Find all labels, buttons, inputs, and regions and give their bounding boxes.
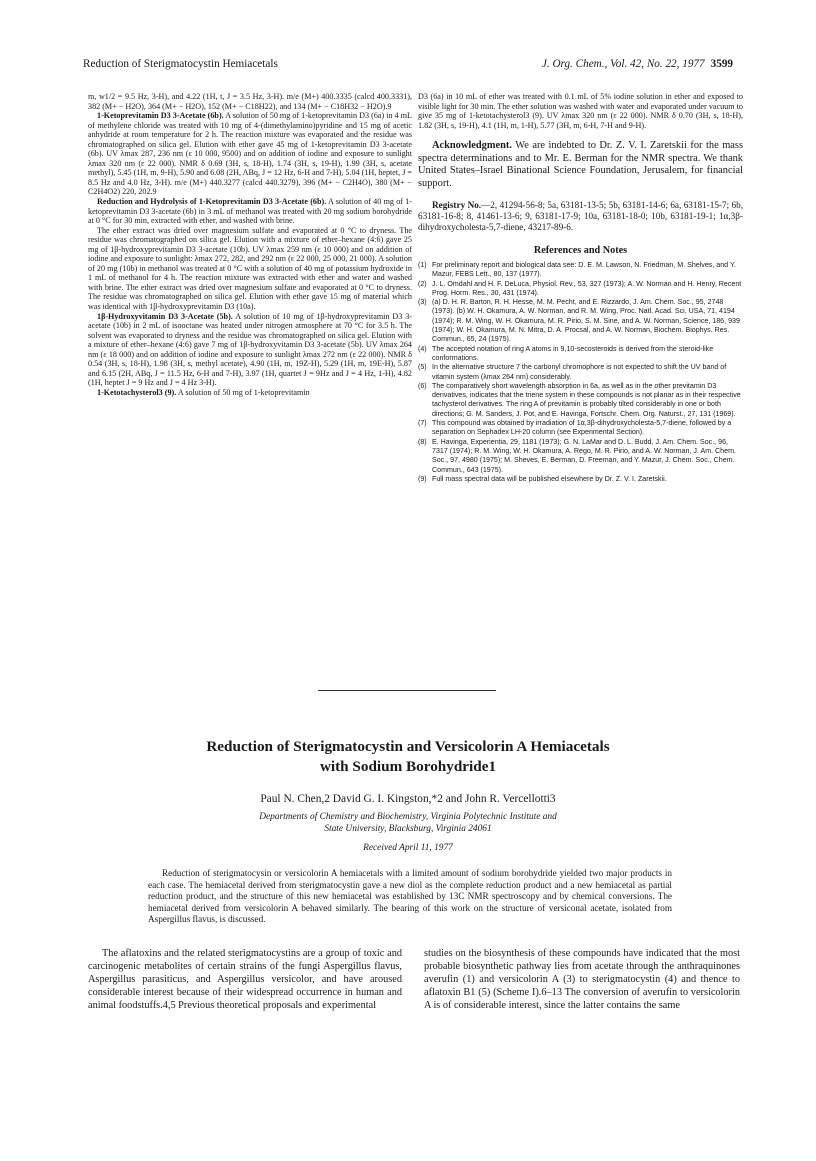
- reference-text: In the alternative structure 7 the carbonyl chromophore is not expected to shift the UV band of vitamin system (λmax 264 nm) considerably.: [432, 363, 727, 381]
- reference-item: [418, 261, 743, 280]
- reference-item: [418, 280, 743, 299]
- paragraph-5b-text: A solution of 10 mg of 1β-hydroxyprevitamin D3 3-acetate (10b) in 2 mL of isooctane was heated under nitrogen atmosphere at 70 °C for 3.5 h. The solvent was evaporated to dryness and the residue was chromatographed on silica gel. Elution with a mixture of ether–hexane (4:6) gave 7 mg of 1β-hydroxyvitamin D3 3-acetate (5b). UV λmax 264 nm (ε 18 000) and on addition of iodine and exposure to sunlight λmax 272 nm (ε 22 000). NMR δ 0.54 (3H, s, 18-H), 1.98 (3H, s, methyl acetate), 4.90 (1H, m, 19Z-H), 5.29 (1H, m, 19E-H), 5.87 and 6.15 (2H, ABq, J = 11.5 Hz, 6-H and 7-H), 3.97 (1H, quartet J = 9Hz and J = 4 Hz, 1-H), 4.82 (1H, heptet J = 9 Hz and J = 4 Hz 3-H).: [88, 311, 412, 388]
- paragraph-reduction-text: A solution of 40 mg of 1-ketoprevitamin D3 3-acetate (6b) in 3 mL of methanol was treated with 20 mg sodium borohydride at 0 °C for 30 min, extracted with ether, and washed with brine.: [88, 197, 413, 226]
- body-text-left: The aflatoxins and the related sterigmatocystins are a group of toxic and carcinogenic metabolites of certain strains of the fungi Aspergillus flavus, Aspergillus parasiticus, and Aspergillus versicolor, and have aroused considerable interest because of their widespread occurrence in human and animal foodstuffs.4,5 Previous theoretical proposals and experimental: [88, 948, 402, 1011]
- paragraph-tachysterol-text: A solution of 50 mg of 1-ketoprevitamin: [176, 387, 310, 397]
- reference-item: [418, 363, 743, 382]
- reference-text: (a) D. H. R. Barton, R. H. Hesse, M. M. Pecht, and E. Rizzardo, J. Am. Chem. Soc., 95, 2748 (1973). (b) W. H. Okamura, A. W. Norman, and R. M. Wing, Proc. Natl. Acad. Sci. USA, 71, 4194 (1974); R. M. Wing, W. H. Okamura, M. R. Pirio, S. M. Sine, and A. W. Norman, Science, 186, 939 (1974); W. H. Okamura, M. N. Mitra, D. A. Procsal, and A. W. Norman, Biochem. Biophys. Res. Commun., 65, 24 (1975).: [432, 298, 740, 344]
- affiliation-line: State University, Blacksburg, Virginia 24061: [324, 823, 492, 834]
- reference-number: (1): [418, 261, 427, 269]
- body-text-right: studies on the biosynthesis of these compounds have indicated that the most probable biosynthetic pathway lies from acetate through the anthraquinones averufin (1) and versicolorin A (3) to sterigmatocystin (4) and thence to aflatoxin B1 (5) (Scheme I).6–13 The conversion of averufin to versicolorin A is of considerable interest, since the latter contains the same: [424, 948, 740, 1011]
- reference-text: J. L. Omdahl and H. F. DeLuca, Physiol. Rev., 53, 327 (1973); A. W. Norman and H. Henry, Recent Prog. Horm. Res., 30, 431 (1974).: [432, 279, 742, 297]
- reference-item: [418, 382, 743, 419]
- section-heading-6b: 1-Ketoprevitamin D3 3-Acetate (6b).: [97, 111, 224, 121]
- article-title-line: Reduction of Sterigmatocystin and Versicolorin A Hemiacetals: [206, 738, 610, 755]
- paragraph-5b: [88, 312, 412, 388]
- reference-number: (2): [418, 279, 427, 288]
- paragraph-6b-text: A solution of 50 mg of 1-ketoprevitamin D3 (6a) in 4 mL of methylene chloride was treated with 10 mg of 4-(dimethylamino)pyridine and 15 mg of acetic anhydride at room temperature for 2 h. The reaction mixture was evaporated and the residue was chromatographed on silica gel. Elution with ether gave 45 mg of 1-ketoprevitamin D3 3-acetate (6b). UV λmax 287, 236 nm (ε 10 000, 9500) and on addition of iodine and exposure to sunlight λmax 320 nm (ε 22 000). NMR δ 0.69 (3H, s, 18-H), 1.74 (3H, s, 19-H), 1.99 (3H, s, acetate methyl), 5.45 (1H, m, 9-H), 5.90 and 6.08 (2H, ABq, J = 12 Hz, 6-H and 7-H), 5.04 (1H, heptet, J = 8.5 Hz and 4.0 Hz, 3-H). m/e (M+) 440.3277 (calcd 440.3279), 396 (M+ − C2H4O), 380 (M+ − C2H4O2) 220, 202.9: [88, 111, 413, 197]
- article-authors: Paul N. Chen,2 David G. I. Kingston,*2 and John R. Vercellotti3: [260, 793, 556, 805]
- reference-item: [418, 419, 743, 438]
- reference-number: (3): [418, 298, 427, 307]
- abstract: Reduction of sterigmatocysin or versicolorin A hemiacetals with a limited amount of sodium borohydride yielded two major products in each case. The hemiacetal derived from sterigmatocystin gave a new diol as the complete reduction product and a new hemiacetal as partial reduction product, and the structure of this new hemiacetal was established by 13C NMR spectroscopy and by chemical conversions. The hemiacetal derived from versicolorin A behaved similarly. The bearing of this work on the structure of versiconal acetate, isolated from Aspergillus flavus, is discussed.: [148, 868, 672, 925]
- reference-item: [418, 345, 743, 364]
- registry-text: —2, 41294-56-8; 5a, 63181-13-5; 5b, 63181-14-6; 6a, 63181-15-7; 6b, 63181-16-8; 8, 41461-13-6; 9, 63181-17-9; 10a, 63181-18-0; 10b, 63181-19-1; 1α,3β-dihydroxycholesta-5,7-diene, 43217-89-6.: [418, 199, 744, 233]
- reference-item: [418, 438, 743, 475]
- reference-item: [418, 475, 743, 484]
- section-heading-reduction: Reduction and Hydrolysis of 1-Ketoprevitamin D3 3-Acetate (6b).: [97, 197, 327, 207]
- acknowledgment-text: We are indebted to Dr. Z. V. I. Zaretskii for the mass spectra determinations and to Mr. E. Berman for the NMR spectra. We thank United States–Israel Binational Science Foundation, Jerusalem, for financial support.: [418, 140, 743, 189]
- reference-text: For preliminary report and biological data see: D. E. M. Lawson, N. Friedman, M. Shelves, and Y. Mazur, FEBS Lett., 80, 137 (1977).: [432, 261, 736, 279]
- reference-number: (8): [418, 437, 427, 446]
- article-title-line: with Sodium Borohydride1: [319, 758, 497, 775]
- paragraph-tachysterol: [88, 388, 412, 398]
- right-column: [418, 92, 743, 484]
- paragraph-6b: [88, 111, 412, 197]
- article-affiliation: [150, 812, 666, 835]
- received-date: Received April 11, 1977: [363, 843, 453, 853]
- acknowledgment-heading: Acknowledgment.: [432, 140, 512, 152]
- running-head-title: Reduction of Sterigmatocystin Hemiacetals: [83, 58, 278, 70]
- running-head: [83, 58, 733, 72]
- section-heading-5b: 1β-Hydroxyvitamin D3 3-Acetate (5b).: [97, 311, 233, 321]
- reference-item: [418, 298, 743, 344]
- running-head-citation: [542, 58, 733, 70]
- registry-heading: Registry No.: [432, 199, 482, 210]
- reference-number: (9): [418, 474, 427, 483]
- page-number: 3599: [710, 58, 733, 70]
- left-column: [88, 92, 412, 398]
- references-heading: References and Notes: [533, 245, 628, 257]
- reference-text: Full mass spectral data will be published elsewhere by Dr. Z. V. I. Zaretskii.: [432, 474, 667, 483]
- paragraph-reduction: [88, 197, 412, 226]
- registry-numbers: [418, 200, 743, 234]
- paragraph-ether-extract: The ether extract was dried over magnesium sulfate and evaporated at 0 °C to dryness. The residue was chromatographed on silica gel. Elution with a mixture of ether–hexane (4:6) gave 25 mg of 1β-hydroxyprevitamin D3 3-acetate (10b). UV λmax 259 nm (ε 10 000) and on addition of iodine and exposure to sunlight: λmax 272, 282, and 292 nm (ε 22 000, 25 000, 21 000). A solution of 20 mg (10b) in methanol was treated at 0 °C with a solution of 40 mg of potassium hydroxide in 1 mL of methanol for 4 h. The reaction mixture was extracted with ether and water and washed with brine. The ether extract was dried over magnesium sulfate and evaporated at 0 °C to dryness. The residue was chromatographed on silica gel. Elution with ether gave 15 mg of material which was identical with 1β-hydroxyprevitamin D3 (10a).: [88, 225, 412, 312]
- affiliation-line: Departments of Chemistry and Biochemistry, Virginia Polytechnic Institute and: [259, 812, 557, 822]
- paragraph-nmr-continued: m, w1/2 = 9.5 Hz, 3-H), and 4.22 (1H, t, J = 3.5 Hz, 3-H). m/e (M+) 400.3335 (calcd 400.3331), 382 (M+ − H2O), 364 (M+ − H2O), 152 (M+ − C18H22), and 134 (M+ − C18H32 − H2O).9: [88, 92, 412, 111]
- reference-text: The accepted notation of ring A atoms in 9,10-secosteroids is derived from the steroid-like conformations.: [432, 344, 714, 362]
- reference-number: (5): [418, 363, 427, 372]
- article-title: [150, 737, 666, 777]
- acknowledgment: [418, 140, 743, 190]
- section-divider: [318, 690, 496, 691]
- section-heading-tachysterol: 1-Ketotachysterol3 (9).: [97, 387, 177, 397]
- reference-number: (4): [418, 344, 427, 353]
- paragraph-tachysterol-continued: D3 (6a) in 10 mL of ether was treated with 0.1 mL of 5% iodine solution in ether and exposed to visible light for 30 min. The ether solution was washed with water and evaporated under vacuum to give 35 mg of 1-ketotachysterol3 (9). UV λmax 320 nm (ε 22 000). NMR δ 0.70 (3H, s, 18-H), 1.82 (3H, s, 19-H), 4.1 (1H, m, 1-H), 5.77 (3H, m, 6-H, 7-H and 9-H).: [418, 92, 743, 130]
- reference-text: E. Havinga, Experientia, 29, 1181 (1973); G. N. LaMar and D. L. Budd, J. Am. Chem. Soc., 96, 7317 (1974); R. M. Wing, W. H. Okamura, A. Rego, M. R. Pirio, and A. W. Norman, J. Am. Chem. Soc., 97, 4980 (1975); M. Sheves, E. Berman, D. Freeman, and Y. Mazur, J. Chem. Soc., Chem. Commun., 643 (1975).: [432, 437, 736, 474]
- reference-number: (6): [418, 381, 427, 390]
- reference-text: The comparatively short wavelength absorption in 6a, as well as in the other previtamin D3 derivatives, indicates that the triene system in these compounds is not planar as in their respective tachysterol derivatives. The ring A of previtamin is probably tilted considerably in one or both directions; G. M. Sanders, J. Pot, and E. Havinga, Fortschr. Chem. Org. Naturst., 27, 131 (1969).: [432, 381, 741, 418]
- journal-citation: J. Org. Chem., Vol. 42, No. 22, 1977: [541, 58, 705, 70]
- references-list: [418, 261, 743, 484]
- reference-number: (7): [418, 419, 427, 428]
- reference-text: This compound was obtained by irradiation of 1α,3β-dihydroxycholesta-5,7-diene, followed by a separation on Sephadex LH-20 column (see Experimental Section).: [432, 419, 732, 437]
